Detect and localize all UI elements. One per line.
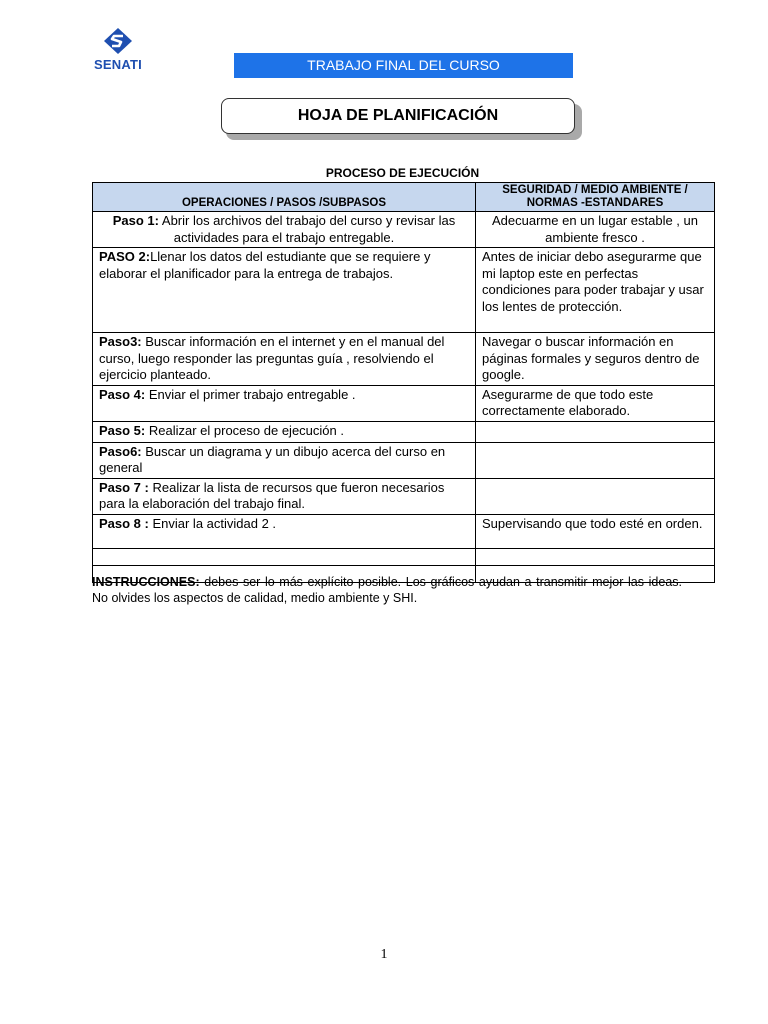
step-label: Paso 5: [99,422,146,438]
safety-cell [476,442,715,478]
step-cell [93,248,476,333]
senati-logo-icon [103,27,133,55]
logo-text: SENATI [94,57,142,72]
header-safety [476,183,715,212]
step-label: Paso 7 : [99,479,149,495]
table-row [93,514,715,548]
step-label: PASO 2: [99,249,151,264]
header-operations: OPERACIONES / PASOS /SUBPASOS [93,183,476,212]
instructions [92,574,682,606]
step-text: Enviar la actividad 2 . [148,515,277,531]
header-safety-line1: SEGURIDAD / MEDIO AMBIENTE / [502,184,688,196]
process-title: PROCESO DE EJECUCIÓN [325,166,480,180]
page-number: 1 [380,947,388,962]
step-cell [93,548,476,565]
step-text: Enviar el primer trabajo entregable . [145,386,356,402]
safety-cell: Asegurarme de que todo este correctamente elaborado. [476,385,715,421]
step-cell [93,478,476,514]
step-cell [93,385,476,421]
safety-cell: Antes de iniciar debo asegurarme que mi laptop este en perfectas condiciones para poder trabajar y usar los lentes de protección. [476,248,715,333]
table-header-row [93,183,715,212]
header-safety-line2: NORMAS -ESTANDARES [526,197,664,209]
step-cell [93,442,476,478]
safety-cell: Supervisando que todo esté en orden. [476,514,715,548]
safety-cell: Navegar o buscar información en páginas formales y seguros dentro de google. [476,333,715,386]
step-text: Buscar un diagrama y un dibujo acerca del curso en general [99,443,446,475]
planning-table [92,182,715,583]
step-text: Abrir los archivos del trabajo del curso y revisar las actividades para el trabajo entregable. [159,213,456,245]
step-cell [93,421,476,442]
table-row [93,478,715,514]
safety-cell [476,421,715,442]
table-row [93,548,715,565]
step-label: Paso 8 : [99,515,149,531]
step-text: Realizar la lista de recursos que fueron necesarios para la elaboración del trabajo final. [99,479,445,511]
table-row [93,248,715,333]
safety-cell [476,548,715,565]
safety-cell [476,478,715,514]
step-label: Paso 1: [112,213,159,228]
sheet-title: HOJA DE PLANIFICACIÓN [221,98,575,134]
step-text: Llenar los datos del estudiante que se requiere y elaborar el planificador para la entrega de trabajos. [99,249,431,281]
step-label: Paso 4: [99,386,146,402]
step-label: Paso6: [99,443,142,459]
table-row [93,333,715,386]
course-banner: TRABAJO FINAL DEL CURSO [234,53,573,78]
table-row [93,421,715,442]
step-label: Paso3: [99,334,142,349]
step-cell [93,212,476,248]
table-row [93,442,715,478]
step-cell [93,514,476,548]
senati-logo [92,27,144,72]
table-row [93,212,715,248]
step-cell [93,333,476,386]
instructions-label: INSTRUCCIONES: [92,575,200,589]
step-text: Buscar información en el internet y en el manual del curso, luego responder las preguntas guía , resolviendo el ejercicio planteado. [99,334,445,382]
safety-cell: Adecuarme en un lugar estable , un ambiente fresco . [476,212,715,248]
table-row [93,385,715,421]
instructions-text: debes ser lo más explícito posible. Los gráficos ayudan a transmitir mejor las ideas. No olvides los aspectos de calidad, medio ambiente y SHI. [92,575,682,605]
step-text: Realizar el proceso de ejecución . [145,422,344,438]
